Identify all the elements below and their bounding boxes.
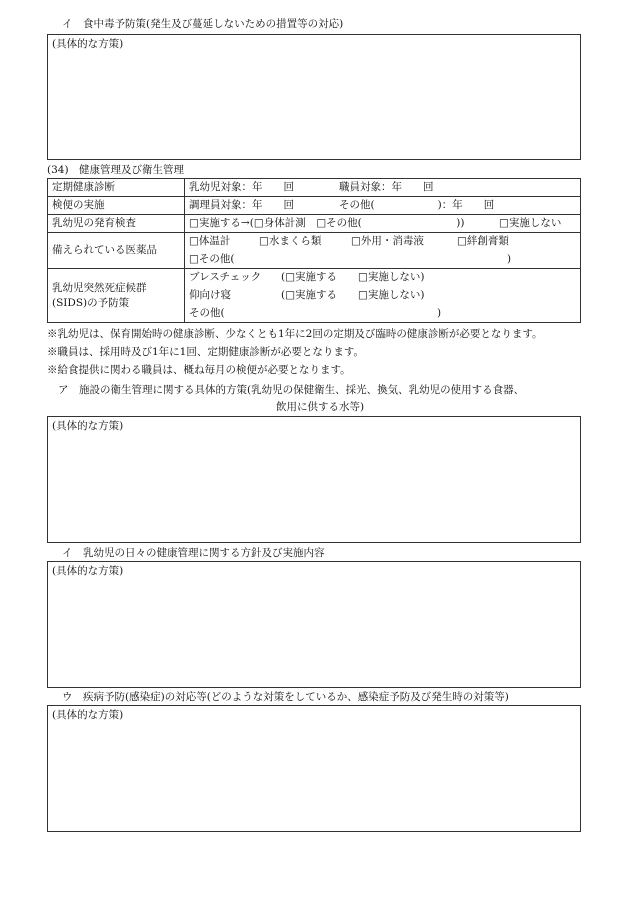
answer-placeholder: (具体的な方策) xyxy=(52,38,124,50)
medicine-ice-pillow-checkbox[interactable]: □水まくら類 xyxy=(259,235,322,247)
answer-placeholder: (具体的な方策) xyxy=(52,420,124,432)
sids-other-field[interactable]: その他( xyxy=(189,307,225,319)
medicine-bandage-checkbox[interactable]: □絆創膏類 xyxy=(457,235,509,247)
medicine-value-cell xyxy=(185,233,581,269)
hygiene-heading-line1: ア 施設の衛生管理に関する具体的方策(乳幼児の保健衛生、採光、換気、乳幼児の使用する食器、 xyxy=(58,384,525,396)
table-row xyxy=(48,215,581,233)
stool-test-label: 検便の実施 xyxy=(48,197,185,215)
supine-sleep-label: 仰向け寝 xyxy=(189,289,231,301)
table-row xyxy=(48,197,581,215)
stool-cook-count[interactable]: 調理員対象：年 回 xyxy=(189,199,294,211)
answer-placeholder: (具体的な方策) xyxy=(52,709,124,721)
checkup-value-cell xyxy=(185,179,581,197)
medicine-thermometer-checkbox[interactable]: □体温計 xyxy=(189,235,231,247)
food-poisoning-heading: イ 食中毒予防策(発生及び蔓延しないための措置等の対応) xyxy=(62,18,344,30)
table-row xyxy=(48,233,581,269)
breath-check-label: ブレスチェック xyxy=(189,271,262,283)
medicine-other-close: ) xyxy=(507,253,512,265)
medicine-other-checkbox[interactable]: □その他( xyxy=(189,253,235,265)
sids-label-line1: 乳幼児突然死症候群 xyxy=(52,282,147,295)
development-check-label: 乳幼児の発育検査 xyxy=(48,215,185,233)
breath-check-options[interactable]: (□実施する □実施しない) xyxy=(281,271,425,283)
note-infant-checkup: ※乳幼児は、保育開始時の健康診断、少なくとも1年に2回の定期及び臨時の健康診断が必要となります。 xyxy=(47,328,543,340)
medicine-disinfectant-checkbox[interactable]: □外用・消毒液 xyxy=(351,235,424,247)
sids-value-cell xyxy=(185,269,581,323)
development-check-value-cell xyxy=(185,215,581,233)
health-management-table xyxy=(47,178,581,323)
stool-test-value-cell xyxy=(185,197,581,215)
note-stool-test: ※給食提供に関わる職員は、概ね毎月の検便が必要となります。 xyxy=(47,364,351,376)
stool-other-count[interactable]: その他( )：年 回 xyxy=(339,199,495,211)
hygiene-answer-box[interactable] xyxy=(47,416,581,543)
answer-placeholder: (具体的な方策) xyxy=(52,565,124,577)
disease-prevention-heading: ウ 疾病予防(感染症)の対応等(どのような対策をしているか、感染症予防及び発生時の対策等) xyxy=(62,691,509,703)
daily-health-heading: イ 乳幼児の日々の健康管理に関する方針及び実施内容 xyxy=(62,547,325,559)
checkup-staff-count[interactable]: 職員対象：年 回 xyxy=(339,181,434,193)
sids-label-line2: (SIDS)の予防策 xyxy=(52,296,130,309)
checkup-infant-count[interactable]: 乳幼児対象：年 回 xyxy=(189,181,294,193)
daily-health-answer-box[interactable] xyxy=(47,561,581,688)
development-options[interactable]: □実施する→(□身体計測 □その他( )) xyxy=(189,217,465,229)
sids-label xyxy=(48,269,185,323)
disease-prevention-answer-box[interactable] xyxy=(47,705,581,832)
food-poisoning-answer-box[interactable] xyxy=(47,34,581,160)
medicine-label: 備えられている医薬品 xyxy=(48,233,185,269)
sids-other-close: ) xyxy=(437,307,442,319)
table-row xyxy=(48,269,581,323)
hygiene-heading-line2: 飲用に供する水等) xyxy=(276,401,365,413)
note-staff-checkup: ※職員は、採用時及び1年に1回、定期健康診断が必要となります。 xyxy=(47,346,365,358)
table-row xyxy=(48,179,581,197)
supine-sleep-options[interactable]: (□実施する □実施しない) xyxy=(281,289,425,301)
checkup-label: 定期健康診断 xyxy=(48,179,185,197)
development-not-done-checkbox[interactable]: □実施しない xyxy=(499,217,562,229)
section-34-heading: (34) 健康管理及び衛生管理 xyxy=(47,164,185,176)
